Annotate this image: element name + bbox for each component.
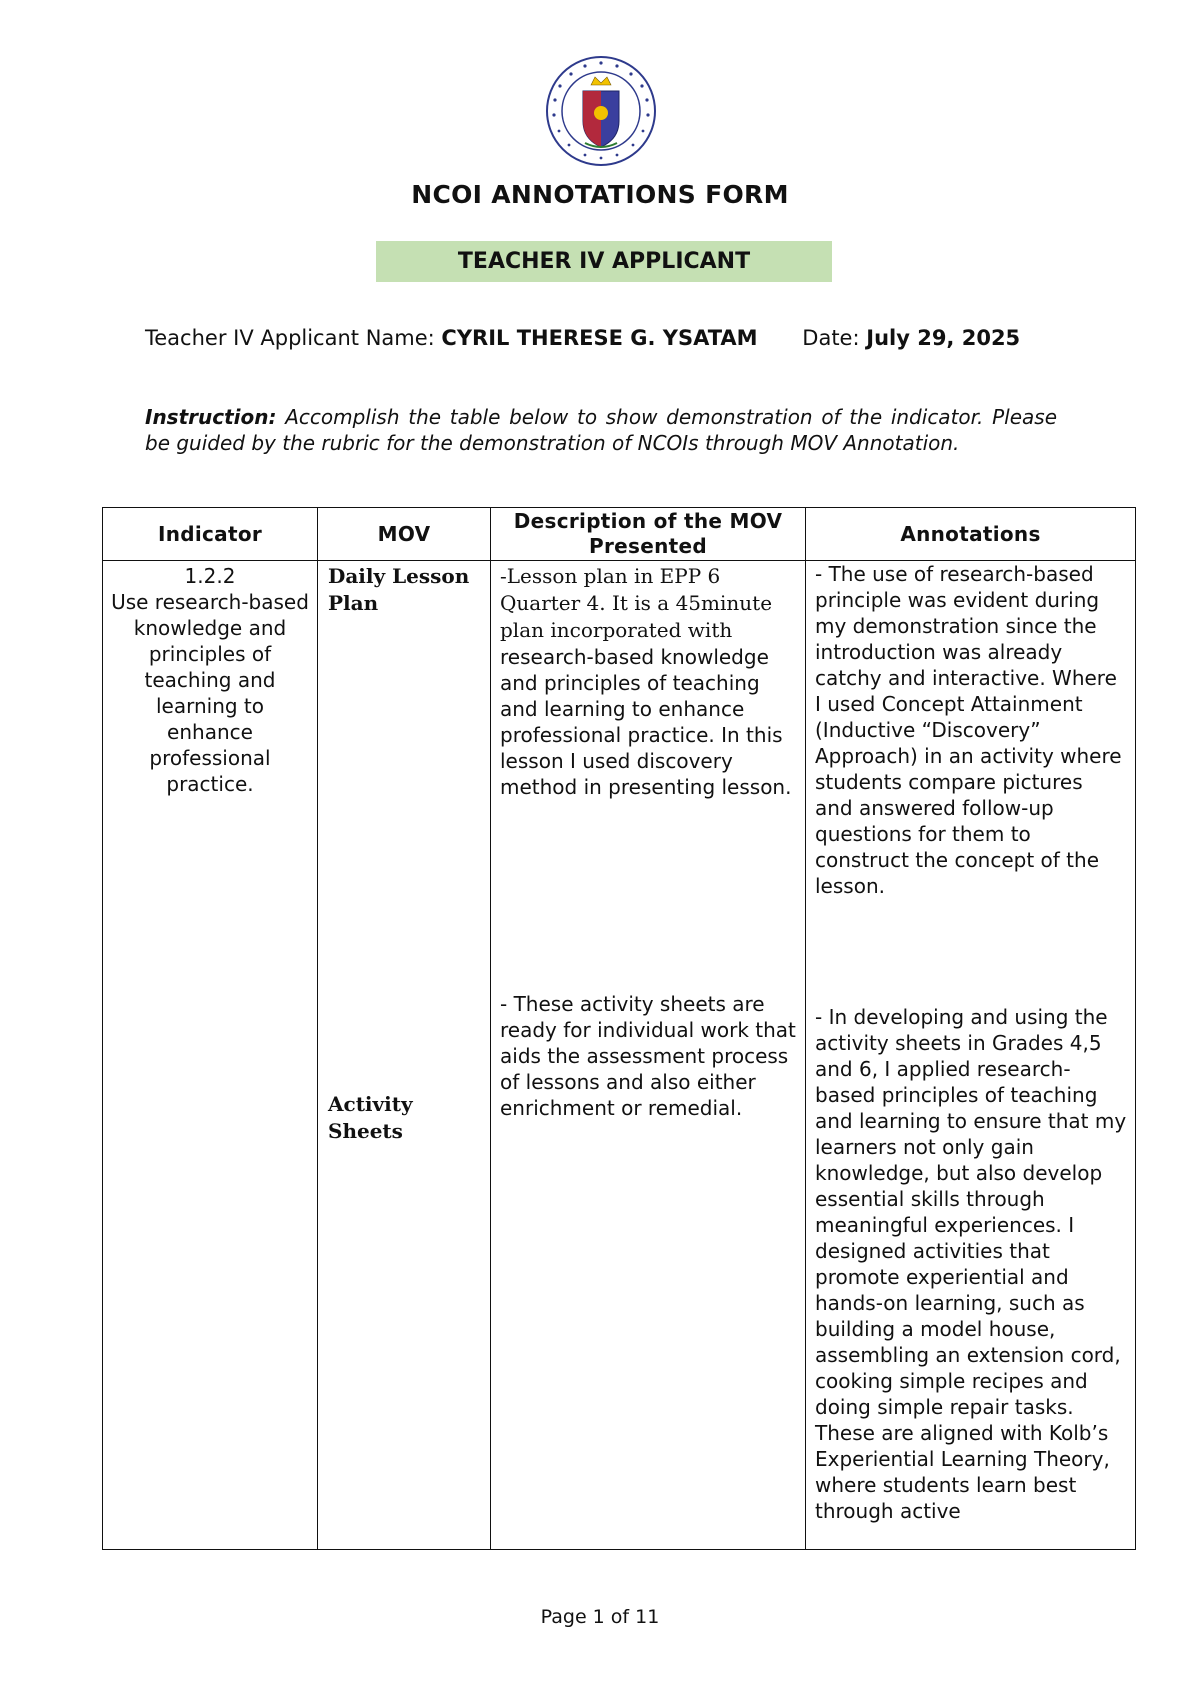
header-annotations: Annotations — [806, 508, 1136, 561]
instruction-text: Accomplish the table below to show demonstration of the indicator. Please be guided by the rubric for the demonstration of NCOIs through MOV Annotation. — [145, 405, 1057, 455]
indicator-code: 1.2.2 — [184, 564, 236, 588]
date-value: July 29, 2025 — [866, 326, 1021, 350]
instruction-block — [145, 404, 1057, 456]
annotations-table — [102, 507, 1136, 1550]
description-cell — [491, 561, 806, 1550]
date-label: Date: — [802, 326, 860, 350]
indicator-cell — [103, 561, 318, 1550]
applicant-line — [145, 325, 1045, 352]
annotations-cell — [806, 561, 1136, 1550]
description-lesson-plan-intro: -Lesson plan in EPP 6 Quarter 4. It is a 45minute plan incorporated with — [500, 564, 773, 642]
page-number: Page 1 of 11 — [540, 1606, 660, 1628]
annotation-lesson-plan: - The use of research-based principle was evident during my demonstration since the introduction was already catchy and interactive. Where I used Concept Attainment (Inductive “Discovery” Approach) in an activity where students compare pictures and answered follow-up questions for them to construct the concept of the lesson. — [815, 562, 1122, 898]
form-title: NCOI ANNOTATIONS FORM — [411, 180, 789, 209]
indicator-text: Use research-based knowledge and principles of teaching and learning to enhance professional practice. — [111, 590, 309, 796]
header-indicator: Indicator — [103, 508, 318, 561]
mov-cell — [318, 561, 491, 1550]
band-label: TEACHER IV APPLICANT — [457, 249, 751, 274]
table-row — [103, 561, 1136, 1550]
name-label: Teacher IV Applicant Name: — [145, 326, 435, 350]
header-mov: MOV — [318, 508, 491, 561]
instruction-label: Instruction: — [145, 405, 277, 429]
name-value: CYRIL THERESE G. YSATAM — [441, 326, 758, 350]
table-header-row — [103, 508, 1136, 561]
mov-activity-sheets: Activity Sheets — [328, 1092, 413, 1143]
mov-daily-lesson-plan: Daily Lesson Plan — [328, 564, 470, 615]
header-description: Description of the MOV Presented — [491, 508, 806, 561]
description-activity-sheets: - These activity sheets are ready for individual work that aids the assessment process of lessons and also either enrichment or remedial. — [500, 992, 796, 1120]
deped-seal-icon — [545, 55, 657, 167]
applicant-band — [376, 241, 832, 282]
annotation-activity-sheets: - In developing and using the activity sheets in Grades 4,5 and 6, I applied research-based principles of teaching and learning to ensure that my learners not only gain knowledge, but also develop essential skills through meaningful experiences. I designed activities that promote experiential and hands-on learning, such as building a model house, assembling an extension cord, cooking simple recipes and doing simple repair tasks. These are aligned with Kolb’s Experiential Learning Theory, where students learn best through active — [815, 1005, 1127, 1523]
description-lesson-plan — [500, 563, 796, 800]
description-lesson-plan-rest: research-based knowledge and principles of teaching and learning to enhance professional practice. In this lesson I used discovery method in presenting lesson. — [500, 645, 792, 799]
